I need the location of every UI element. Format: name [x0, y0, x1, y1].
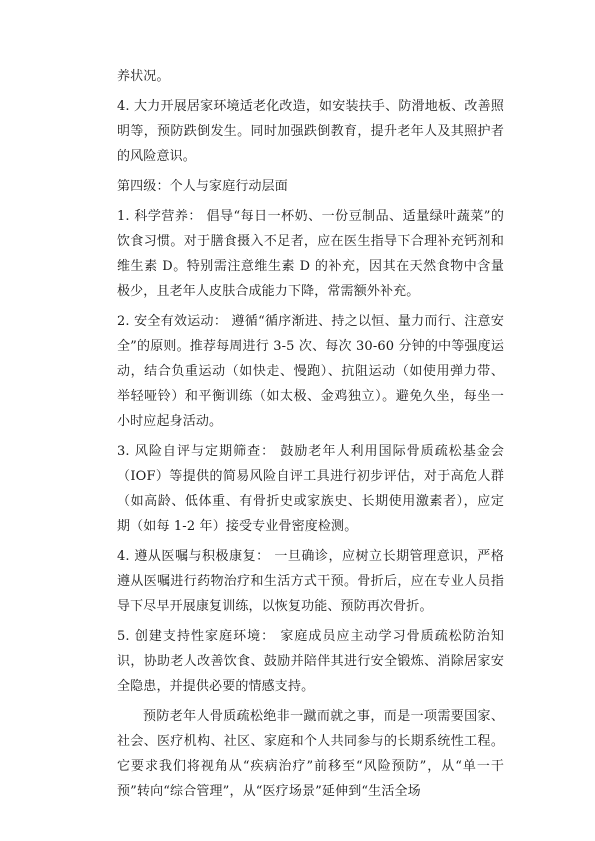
- document-body: [117, 64, 504, 804]
- paragraph-item-4-rehabilitation: 4. 遵从医嘱与积极康复： 一旦确诊，应树立长期管理意识，严格遵从医嘱进行药物治疗和生活方式干预。骨折后，应在专业人员指导下尽早开展康复训练，以恢复功能、预防再次骨折。: [117, 549, 504, 614]
- section-heading-level-4: 第四级：个人与家庭行动层面: [117, 179, 288, 194]
- paragraph-conclusion: 预防老年人骨质疏松绝非一蹴而就之事，而是一项需要国家、社会、医疗机构、社区、家庭和个人共同参与的长期系统性工程。它要求我们将视角从“疾病治疗”前移至“风险预防”，从“单一干预”转向“综合管理”，从“医疗场景”延伸到“生活全场: [117, 709, 504, 799]
- paragraph-item-3-screening: 3. 风险自评与定期筛查： 鼓励老年人利用国际骨质疏松基金会（IOF）等提供的简易风险自评工具进行初步评估，对于高危人群（如高龄、低体重、有骨折史或家族史、长期使用激素者），应定期（如每 1-2 年）接受专业骨密度检测。: [117, 444, 504, 534]
- paragraph-item-2-exercise: 2. 安全有效运动： 遵循“循序渐进、持之以恒、量力而行、注意安全”的原则。推荐每周进行 3-5 次、每次 30-60 分钟的中等强度运动，结合负重运动（如快走、慢跑）、抗阻运动（如使用弹力带、举轻哑铃）和平衡训练（如太极、金鸡独立）。避免久坐，每坐一小时应起身活动。: [117, 314, 504, 429]
- paragraph-continuation: 养状况。: [117, 69, 170, 84]
- paragraph-item-4-environment: 4. 大力开展居家环境适老化改造，如安装扶手、防滑地板、改善照明等，预防跌倒发生。同时加强跌倒教育，提升老年人及其照护者的风险意识。: [117, 99, 504, 164]
- paragraph-item-5-family-support: 5. 创建支持性家庭环境： 家庭成员应主动学习骨质疏松防治知识，协助老人改善饮食、鼓励并陪伴其进行安全锻炼、消除居家安全隐患，并提供必要的情感支持。: [117, 629, 504, 694]
- paragraph-item-1-nutrition: 1. 科学营养： 倡导“每日一杯奶、一份豆制品、适量绿叶蔬菜”的饮食习惯。对于膳食摄入不足者，应在医生指导下合理补充钙剂和维生素 D。特别需注意维生素 D 的补充，因其在天然食物中含量极少，且老年人皮肤合成能力下降，常需额外补充。: [117, 209, 504, 299]
